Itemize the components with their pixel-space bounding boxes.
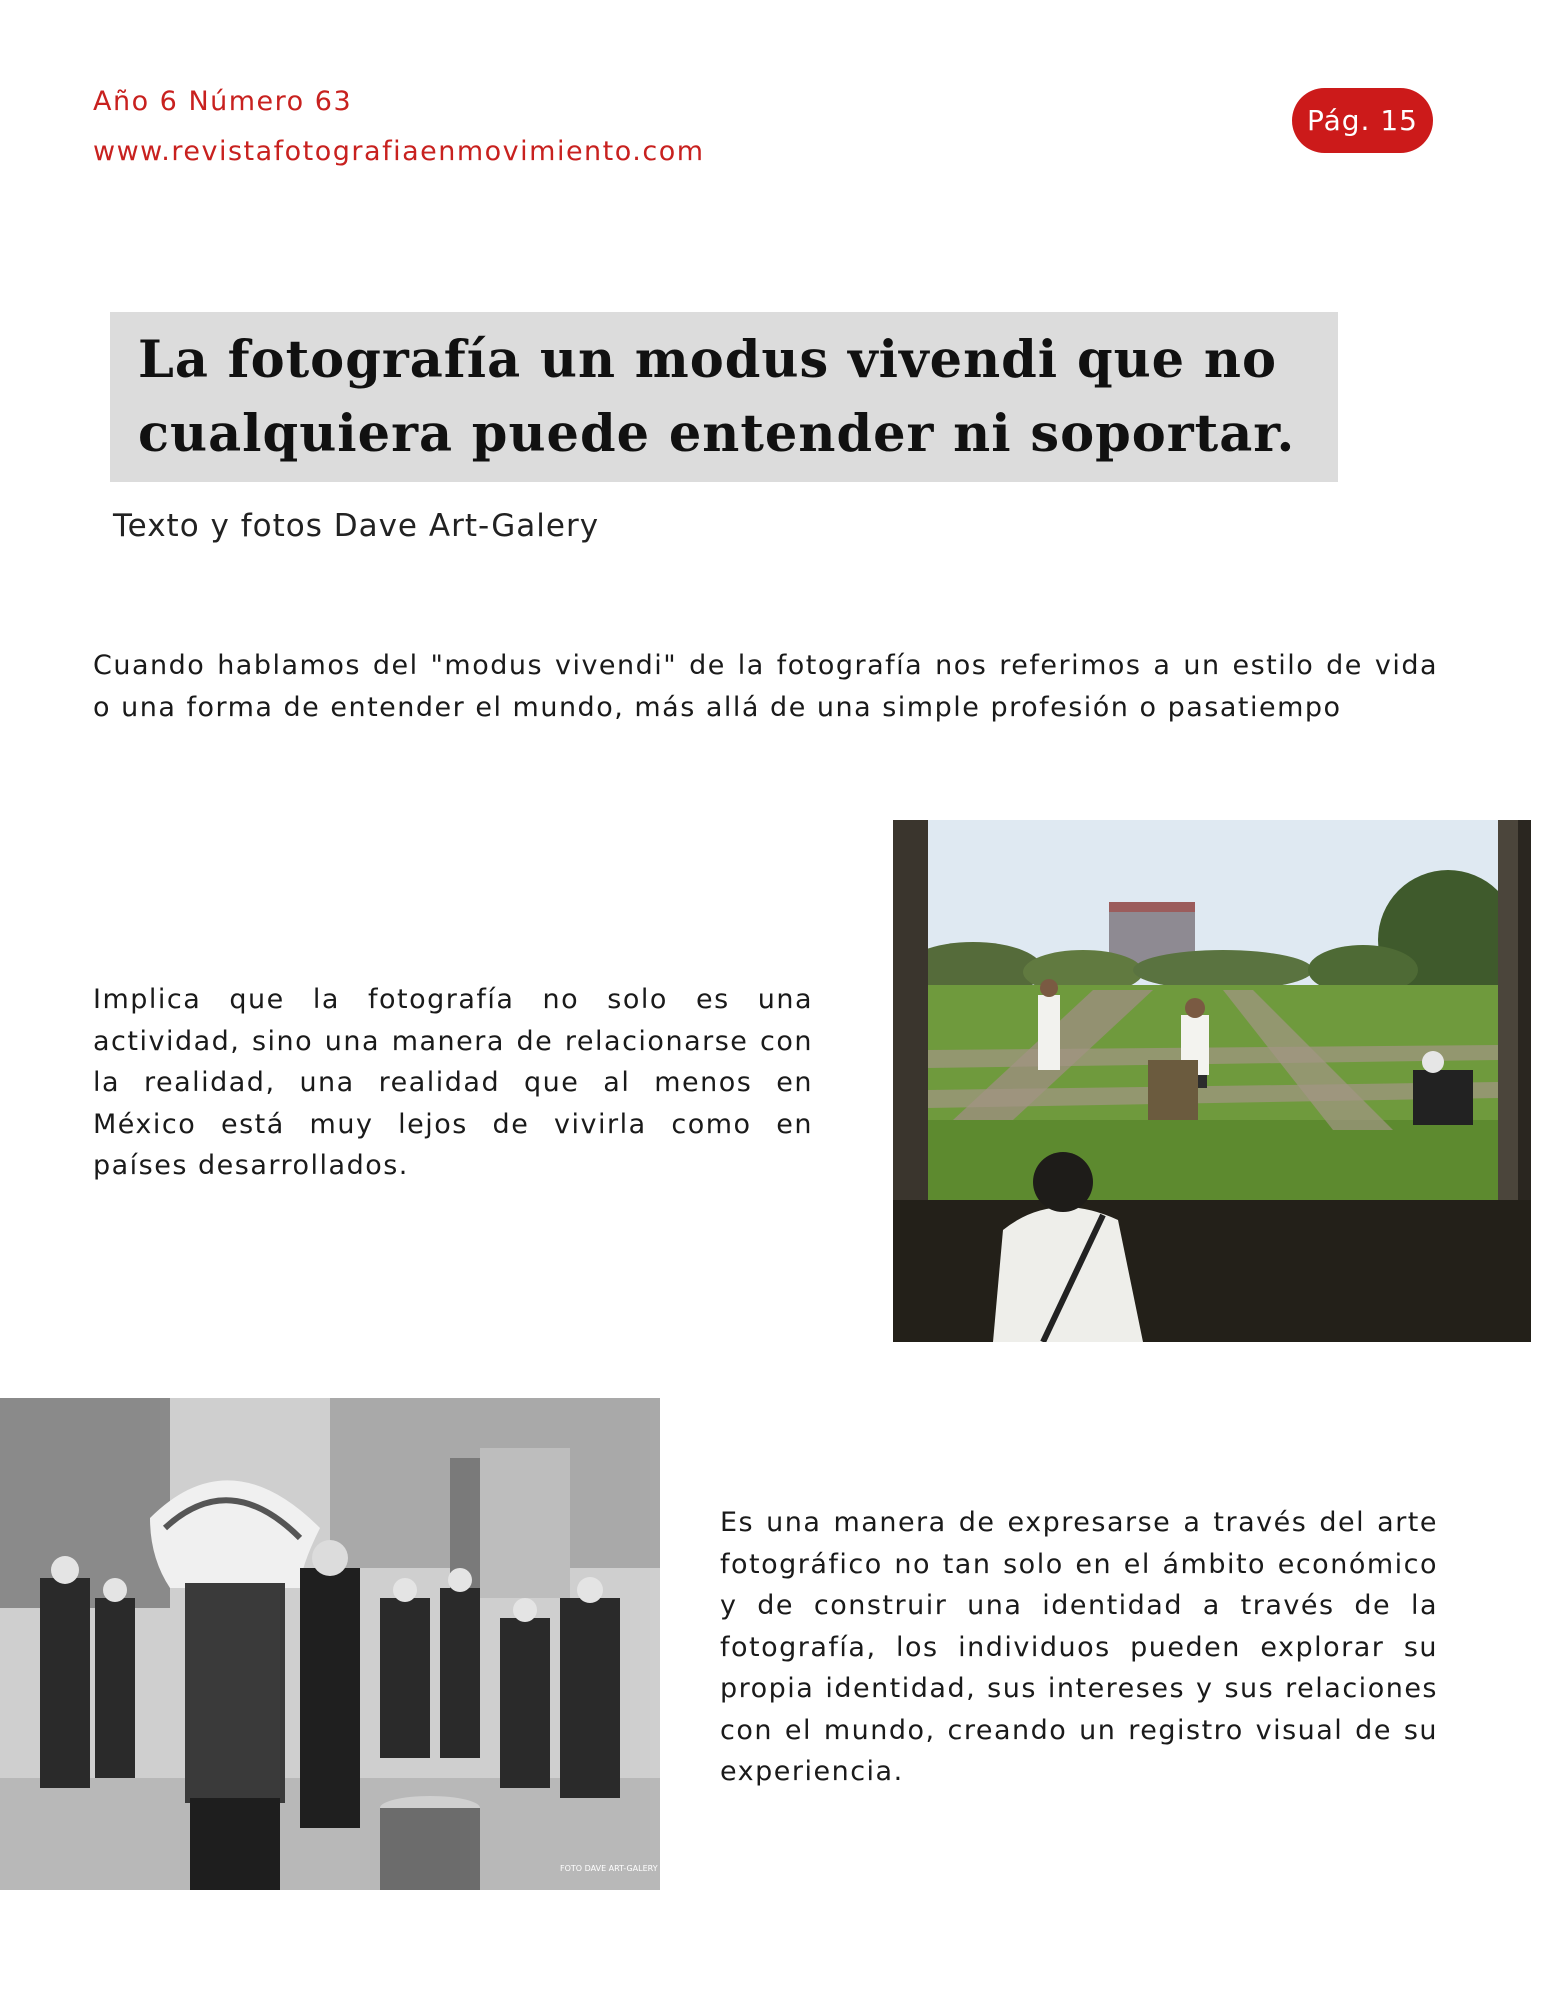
photo-park-photographers [893, 820, 1531, 1342]
issue-info: Año 6 Número 63 [93, 86, 353, 117]
website-link[interactable]: www.revistafotografiaenmovimiento.com [93, 136, 705, 167]
paragraph-intro: Cuando hablamos del "modus vivendi" de la fotografía nos referimos a un estilo de vida o una forma de entender el mundo, más allá de una simple profesión o pasatiempo [93, 650, 1438, 723]
paragraph-reality: Implica que la fotografía no solo es una actividad, sino una manera de relacionarse con la realidad, una realidad que al menos en México está muy lejos de vivirla como en países desarrollados. [93, 984, 813, 1181]
page-number-badge: Pág. 15 [1292, 88, 1433, 153]
article-title: La fotografía un modus vivendi que no cualquiera puede entender ni soportar. [138, 330, 1296, 464]
article-byline: Texto y fotos Dave Art-Galery [113, 508, 600, 544]
photo-aztec-dancers [0, 1398, 660, 1890]
photo-watermark: FOTO DAVE ART-GALERY [560, 1864, 658, 1873]
paragraph-identity: Es una manera de expresarse a través del arte fotográfico no tan solo en el ámbito económico y de construir una identidad a través de la fotografía, los individuos pueden explorar su propia identidad, sus intereses y sus relaciones con el mundo, creando un registro visual de su experiencia. [720, 1507, 1438, 1787]
